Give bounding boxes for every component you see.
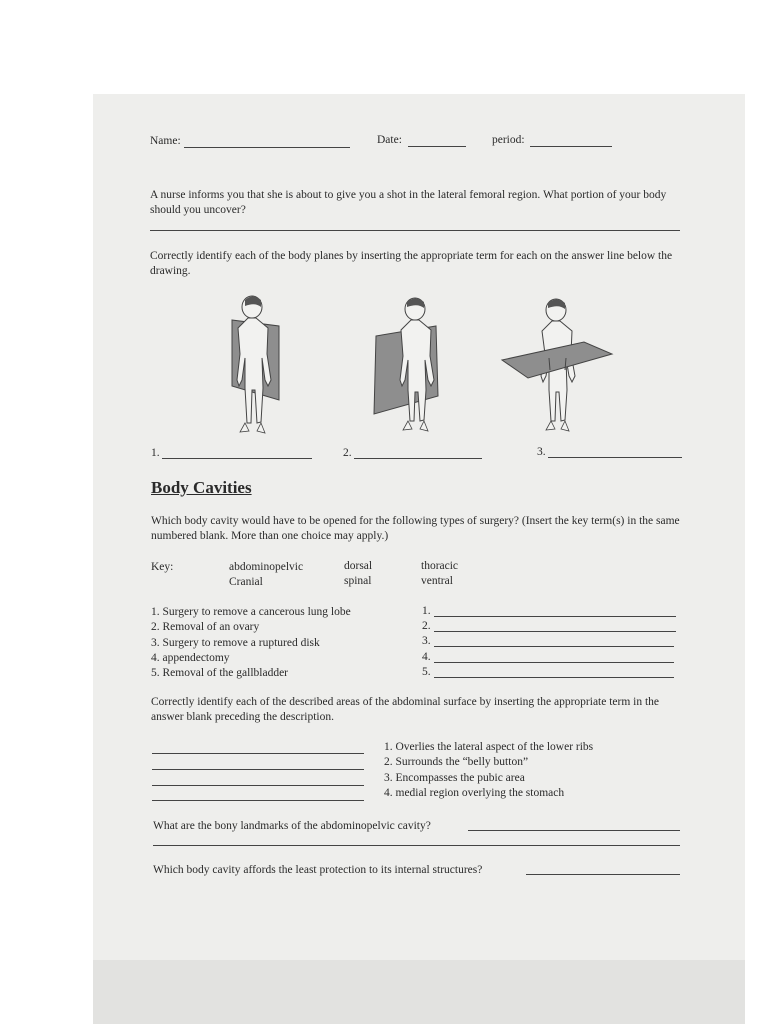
date-label: Date: bbox=[377, 134, 402, 146]
abdominal-answer-2[interactable] bbox=[152, 769, 364, 770]
date-blank[interactable] bbox=[408, 146, 466, 147]
surgery-answer-1[interactable] bbox=[434, 616, 676, 617]
period-label: period: bbox=[492, 134, 525, 146]
surgery-item-3: 3. Surgery to remove a ruptured disk bbox=[151, 637, 320, 649]
nurse-answer-blank[interactable] bbox=[150, 230, 680, 231]
surgery-answer-3[interactable] bbox=[434, 646, 674, 647]
landmarks-answer-line-2[interactable] bbox=[153, 845, 680, 846]
nurse-question: A nurse informs you that she is about to give you a shot in the lateral femoral region. What portion of your body should you uncover? bbox=[150, 189, 667, 216]
plane-blank-1-number: 1. bbox=[151, 447, 160, 459]
frontal-plane-figure bbox=[366, 292, 456, 442]
key-term-ventral: ventral bbox=[421, 575, 453, 587]
plane-blank-1[interactable] bbox=[162, 458, 312, 459]
page-bottom-shade bbox=[93, 960, 745, 1024]
surgery-answer-3-number: 3. bbox=[422, 635, 431, 647]
body-cavities-heading: Body Cavities bbox=[151, 478, 252, 497]
plane-blank-3-number: 3. bbox=[537, 446, 546, 458]
surgery-item-4: 4. appendectomy bbox=[151, 652, 230, 664]
abdominal-description-4: 4. medial region overlying the stomach bbox=[384, 787, 565, 799]
worksheet-page bbox=[93, 94, 745, 1024]
abdominal-description-3: 3. Encompasses the pubic area bbox=[384, 772, 525, 784]
cavities-intro: Which body cavity would have to be opened for the following types of surgery? (Insert the key term(s) in the same numbered blank. More than one choice may apply.) bbox=[151, 515, 680, 542]
surgery-item-5: 5. Removal of the gallbladder bbox=[151, 667, 289, 679]
surgery-answer-2[interactable] bbox=[434, 631, 676, 632]
surgery-answer-5[interactable] bbox=[434, 677, 674, 678]
key-term-abdominopelvic: abdominopelvic bbox=[229, 561, 304, 573]
plane-blank-2[interactable] bbox=[354, 458, 482, 459]
key-term-thoracic: thoracic bbox=[421, 560, 459, 572]
abdominal-description-1: 1. Overlies the lateral aspect of the lower ribs bbox=[384, 741, 594, 753]
surgery-item-1: 1. Surgery to remove a cancerous lung lobe bbox=[151, 606, 351, 618]
planes-question: Correctly identify each of the body planes by inserting the appropriate term for each on the answer line below the drawing. bbox=[150, 250, 673, 277]
name-label: Name: bbox=[150, 135, 181, 147]
abdominal-answer-4[interactable] bbox=[152, 800, 364, 801]
key-term-dorsal: dorsal bbox=[344, 560, 373, 572]
abdominal-question: Correctly identify each of the described areas of the abdominal surface by inserting the appropriate term in the answer blank preceding the description. bbox=[151, 696, 660, 723]
surgery-item-2: 2. Removal of an ovary bbox=[151, 621, 260, 633]
protection-question: Which body cavity affords the least protection to its internal structures? bbox=[153, 864, 483, 876]
surgery-answer-5-number: 5. bbox=[422, 666, 431, 678]
surgery-answer-4-number: 4. bbox=[422, 651, 431, 663]
key-term-spinal: spinal bbox=[344, 575, 372, 587]
transverse-plane-figure bbox=[498, 292, 618, 442]
surgery-answer-4[interactable] bbox=[434, 662, 674, 663]
surgery-answer-1-number: 1. bbox=[422, 605, 431, 617]
key-term-cranial: Cranial bbox=[229, 576, 263, 588]
plane-blank-2-number: 2. bbox=[343, 447, 352, 459]
abdominal-answer-1[interactable] bbox=[152, 753, 364, 754]
abdominal-answer-3[interactable] bbox=[152, 785, 364, 786]
period-blank[interactable] bbox=[530, 146, 612, 147]
landmarks-question: What are the bony landmarks of the abdominopelvic cavity? bbox=[153, 820, 431, 832]
plane-blank-3[interactable] bbox=[548, 457, 682, 458]
landmarks-answer-blank[interactable] bbox=[468, 830, 680, 831]
name-blank[interactable] bbox=[184, 147, 350, 148]
protection-answer-blank[interactable] bbox=[526, 874, 680, 875]
abdominal-description-2: 2. Surrounds the “belly button” bbox=[384, 756, 529, 768]
sagittal-plane-figure bbox=[205, 292, 295, 442]
surgery-answer-2-number: 2. bbox=[422, 620, 431, 632]
key-label: Key: bbox=[151, 561, 174, 573]
